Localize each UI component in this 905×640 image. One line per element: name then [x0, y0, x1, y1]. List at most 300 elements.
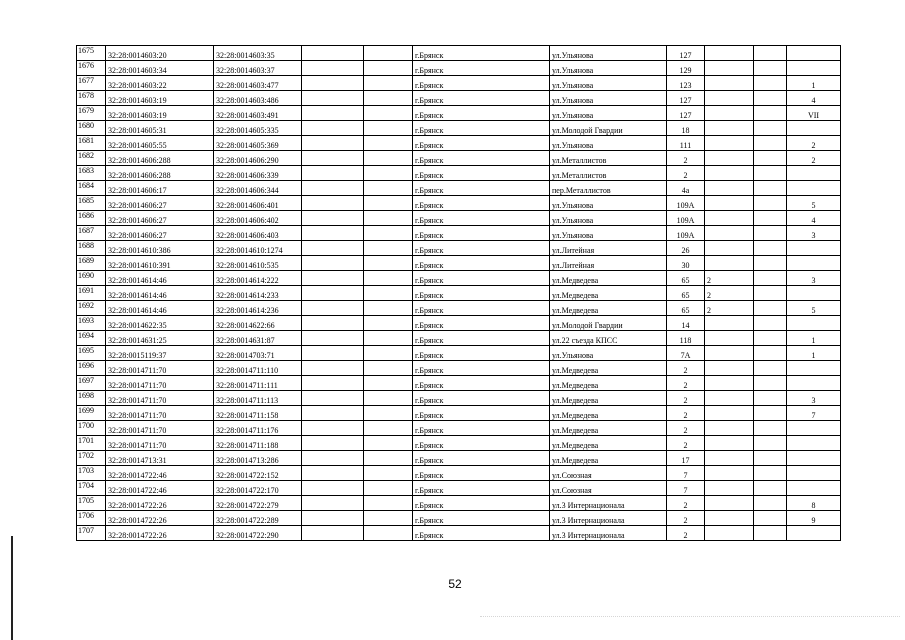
- house-cell: 18: [667, 121, 705, 136]
- street-cell: ул.Ульянова: [550, 91, 667, 106]
- row-number: 1684: [77, 181, 106, 196]
- row-number: 1686: [77, 211, 106, 226]
- cadastral-number-parcel: 32:28:0014614:46: [106, 301, 214, 316]
- cadastral-number-parcel: 32:28:0014614:46: [106, 271, 214, 286]
- building-cell: [705, 406, 754, 421]
- empty-cell: [364, 121, 413, 136]
- house-cell: 65: [667, 286, 705, 301]
- house-cell: 2: [667, 166, 705, 181]
- empty-cell: [364, 136, 413, 151]
- empty-cell: [302, 316, 364, 331]
- city-cell: г.Брянск: [413, 346, 550, 361]
- city-cell: г.Брянск: [413, 496, 550, 511]
- empty-cell: [364, 331, 413, 346]
- cadastral-number-parcel: 32:28:0014603:34: [106, 61, 214, 76]
- cadastral-number-parcel: 32:28:0014722:26: [106, 496, 214, 511]
- cadastral-number-parcel: 32:28:0014622:35: [106, 316, 214, 331]
- empty-cell: [364, 376, 413, 391]
- cadastral-number-object: 32:28:0014606:290: [214, 151, 302, 166]
- cadastral-number-parcel: 32:28:0014606:27: [106, 211, 214, 226]
- empty-cell: [754, 151, 787, 166]
- cadastral-number-object: 32:28:0014614:222: [214, 271, 302, 286]
- table-row: [77, 286, 841, 301]
- row-number: 1688: [77, 241, 106, 256]
- house-cell: 2: [667, 361, 705, 376]
- row-number: 1703: [77, 466, 106, 481]
- empty-cell: [302, 301, 364, 316]
- table-row: [77, 151, 841, 166]
- city-cell: г.Брянск: [413, 256, 550, 271]
- empty-cell: [754, 301, 787, 316]
- cadastral-number-object: 32:28:0014722:290: [214, 526, 302, 541]
- apartment-cell: [787, 181, 841, 196]
- table-row: [77, 331, 841, 346]
- empty-cell: [364, 526, 413, 541]
- city-cell: г.Брянск: [413, 511, 550, 526]
- building-cell: [705, 76, 754, 91]
- street-cell: ул.3 Интернационала: [550, 496, 667, 511]
- city-cell: г.Брянск: [413, 406, 550, 421]
- row-number: 1695: [77, 346, 106, 361]
- building-cell: [705, 481, 754, 496]
- row-number: 1681: [77, 136, 106, 151]
- table-row: [77, 76, 841, 91]
- empty-cell: [302, 241, 364, 256]
- table-row: [77, 391, 841, 406]
- city-cell: г.Брянск: [413, 106, 550, 121]
- apartment-cell: [787, 451, 841, 466]
- scan-edge-mark: [11, 536, 13, 640]
- row-number: 1692: [77, 301, 106, 316]
- empty-cell: [364, 286, 413, 301]
- cadastral-number-parcel: 32:28:0014606:27: [106, 196, 214, 211]
- cadastral-number-object: 32:28:0014711:188: [214, 436, 302, 451]
- apartment-cell: [787, 361, 841, 376]
- apartment-cell: [787, 316, 841, 331]
- empty-cell: [302, 361, 364, 376]
- building-cell: [705, 166, 754, 181]
- cadastral-number-object: 32:28:0014603:486: [214, 91, 302, 106]
- row-number: 1683: [77, 166, 106, 181]
- cadastral-number-parcel: 32:28:0014603:22: [106, 76, 214, 91]
- street-cell: ул.Ульянова: [550, 211, 667, 226]
- empty-cell: [364, 106, 413, 121]
- empty-cell: [364, 256, 413, 271]
- empty-cell: [364, 406, 413, 421]
- scan-noise: [480, 606, 900, 617]
- apartment-cell: 2: [787, 151, 841, 166]
- empty-cell: [754, 106, 787, 121]
- house-cell: 65: [667, 271, 705, 286]
- empty-cell: [754, 316, 787, 331]
- house-cell: 2: [667, 406, 705, 421]
- registry-table-body: [77, 46, 841, 541]
- empty-cell: [754, 211, 787, 226]
- apartment-cell: [787, 166, 841, 181]
- table-row: [77, 166, 841, 181]
- empty-cell: [302, 466, 364, 481]
- empty-cell: [364, 361, 413, 376]
- cadastral-number-object: 32:28:0014622:66: [214, 316, 302, 331]
- empty-cell: [364, 166, 413, 181]
- empty-cell: [754, 226, 787, 241]
- apartment-cell: [787, 256, 841, 271]
- house-cell: 109А: [667, 226, 705, 241]
- street-cell: ул.Ульянова: [550, 106, 667, 121]
- city-cell: г.Брянск: [413, 181, 550, 196]
- empty-cell: [364, 271, 413, 286]
- house-cell: 127: [667, 91, 705, 106]
- house-cell: 65: [667, 301, 705, 316]
- row-number: 1689: [77, 256, 106, 271]
- table-row: [77, 211, 841, 226]
- street-cell: ул.Литейная: [550, 241, 667, 256]
- building-cell: [705, 346, 754, 361]
- table-row: [77, 241, 841, 256]
- empty-cell: [302, 526, 364, 541]
- street-cell: ул.Ульянова: [550, 196, 667, 211]
- empty-cell: [302, 61, 364, 76]
- empty-cell: [754, 436, 787, 451]
- apartment-cell: 8: [787, 496, 841, 511]
- row-number: 1690: [77, 271, 106, 286]
- table-row: [77, 121, 841, 136]
- building-cell: [705, 106, 754, 121]
- empty-cell: [754, 466, 787, 481]
- row-number: 1706: [77, 511, 106, 526]
- house-cell: 109А: [667, 196, 705, 211]
- cadastral-number-parcel: 32:28:0014711:70: [106, 406, 214, 421]
- empty-cell: [754, 91, 787, 106]
- house-cell: 26: [667, 241, 705, 256]
- empty-cell: [754, 331, 787, 346]
- empty-cell: [302, 181, 364, 196]
- table-row: [77, 181, 841, 196]
- building-cell: [705, 136, 754, 151]
- empty-cell: [754, 46, 787, 61]
- city-cell: г.Брянск: [413, 241, 550, 256]
- cadastral-number-parcel: 32:28:0014711:70: [106, 421, 214, 436]
- building-cell: [705, 361, 754, 376]
- apartment-cell: [787, 421, 841, 436]
- apartment-cell: 3: [787, 391, 841, 406]
- row-number: 1675: [77, 46, 106, 61]
- street-cell: ул.Медведева: [550, 286, 667, 301]
- row-number: 1698: [77, 391, 106, 406]
- cadastral-number-parcel: 32:28:0014603:19: [106, 106, 214, 121]
- empty-cell: [754, 421, 787, 436]
- cadastral-number-object: 32:28:0014610:535: [214, 256, 302, 271]
- apartment-cell: 5: [787, 196, 841, 211]
- empty-cell: [302, 496, 364, 511]
- house-cell: 129: [667, 61, 705, 76]
- empty-cell: [754, 496, 787, 511]
- house-cell: 2: [667, 421, 705, 436]
- building-cell: [705, 376, 754, 391]
- row-number: 1693: [77, 316, 106, 331]
- apartment-cell: 3: [787, 226, 841, 241]
- empty-cell: [754, 286, 787, 301]
- building-cell: 2: [705, 271, 754, 286]
- empty-cell: [754, 76, 787, 91]
- apartment-cell: [787, 241, 841, 256]
- building-cell: [705, 181, 754, 196]
- city-cell: г.Брянск: [413, 211, 550, 226]
- cadastral-number-object: 32:28:0014606:403: [214, 226, 302, 241]
- apartment-cell: [787, 46, 841, 61]
- house-cell: 14: [667, 316, 705, 331]
- city-cell: г.Брянск: [413, 331, 550, 346]
- house-cell: 4а: [667, 181, 705, 196]
- empty-cell: [364, 211, 413, 226]
- row-number: 1699: [77, 406, 106, 421]
- building-cell: [705, 121, 754, 136]
- empty-cell: [364, 466, 413, 481]
- row-number: 1705: [77, 496, 106, 511]
- cadastral-number-object: 32:28:0014722:152: [214, 466, 302, 481]
- apartment-cell: [787, 466, 841, 481]
- empty-cell: [754, 256, 787, 271]
- building-cell: [705, 421, 754, 436]
- cadastral-number-parcel: 32:28:0014722:46: [106, 481, 214, 496]
- street-cell: ул.Медведева: [550, 421, 667, 436]
- cadastral-number-parcel: 32:28:0014711:70: [106, 376, 214, 391]
- house-cell: 127: [667, 106, 705, 121]
- house-cell: 30: [667, 256, 705, 271]
- empty-cell: [364, 496, 413, 511]
- cadastral-number-object: 32:28:0014603:477: [214, 76, 302, 91]
- empty-cell: [754, 346, 787, 361]
- cadastral-number-object: 32:28:0014703:71: [214, 346, 302, 361]
- empty-cell: [754, 376, 787, 391]
- empty-cell: [754, 166, 787, 181]
- table-row: [77, 481, 841, 496]
- apartment-cell: [787, 121, 841, 136]
- empty-cell: [364, 181, 413, 196]
- empty-cell: [754, 511, 787, 526]
- empty-cell: [302, 226, 364, 241]
- cadastral-number-parcel: 32:28:0014713:31: [106, 451, 214, 466]
- city-cell: г.Брянск: [413, 526, 550, 541]
- cadastral-number-object: 32:28:0014722:170: [214, 481, 302, 496]
- table-row: [77, 436, 841, 451]
- city-cell: г.Брянск: [413, 391, 550, 406]
- row-number: 1682: [77, 151, 106, 166]
- street-cell: ул.Ульянова: [550, 46, 667, 61]
- apartment-cell: 1: [787, 331, 841, 346]
- table-row: [77, 136, 841, 151]
- street-cell: ул.Металлистов: [550, 151, 667, 166]
- cadastral-number-object: 32:28:0014606:344: [214, 181, 302, 196]
- street-cell: ул.22 съезда КПСС: [550, 331, 667, 346]
- apartment-cell: 4: [787, 91, 841, 106]
- cadastral-number-object: 32:28:0014606:402: [214, 211, 302, 226]
- house-cell: 127: [667, 46, 705, 61]
- table-row: [77, 301, 841, 316]
- street-cell: пер.Металлистов: [550, 181, 667, 196]
- table-row: [77, 91, 841, 106]
- cadastral-number-parcel: 32:28:0014606:288: [106, 151, 214, 166]
- house-cell: 2: [667, 526, 705, 541]
- empty-cell: [364, 451, 413, 466]
- house-cell: 17: [667, 451, 705, 466]
- empty-cell: [754, 196, 787, 211]
- row-number: 1691: [77, 286, 106, 301]
- cadastral-number-object: 32:28:0014631:87: [214, 331, 302, 346]
- building-cell: [705, 496, 754, 511]
- city-cell: г.Брянск: [413, 76, 550, 91]
- cadastral-number-parcel: 32:28:0014631:25: [106, 331, 214, 346]
- row-number: 1678: [77, 91, 106, 106]
- cadastral-number-parcel: 32:28:0014711:70: [106, 361, 214, 376]
- house-cell: 2: [667, 511, 705, 526]
- house-cell: 7: [667, 481, 705, 496]
- street-cell: ул.Металлистов: [550, 166, 667, 181]
- building-cell: [705, 511, 754, 526]
- city-cell: г.Брянск: [413, 136, 550, 151]
- building-cell: 2: [705, 286, 754, 301]
- house-cell: 123: [667, 76, 705, 91]
- table-row: [77, 271, 841, 286]
- city-cell: г.Брянск: [413, 121, 550, 136]
- apartment-cell: [787, 286, 841, 301]
- cadastral-number-parcel: 32:28:0014605:55: [106, 136, 214, 151]
- building-cell: [705, 226, 754, 241]
- house-cell: 2: [667, 376, 705, 391]
- empty-cell: [302, 436, 364, 451]
- empty-cell: [302, 211, 364, 226]
- empty-cell: [302, 286, 364, 301]
- building-cell: 2: [705, 301, 754, 316]
- empty-cell: [302, 376, 364, 391]
- empty-cell: [364, 436, 413, 451]
- city-cell: г.Брянск: [413, 226, 550, 241]
- building-cell: [705, 46, 754, 61]
- empty-cell: [302, 406, 364, 421]
- building-cell: [705, 526, 754, 541]
- house-cell: 111: [667, 136, 705, 151]
- apartment-cell: 9: [787, 511, 841, 526]
- empty-cell: [302, 136, 364, 151]
- apartment-cell: 7: [787, 406, 841, 421]
- cadastral-number-parcel: 32:28:0014603:19: [106, 91, 214, 106]
- empty-cell: [364, 316, 413, 331]
- cadastral-number-object: 32:28:0014713:286: [214, 451, 302, 466]
- house-cell: 109А: [667, 211, 705, 226]
- table-row: [77, 421, 841, 436]
- row-number: 1687: [77, 226, 106, 241]
- cadastral-number-object: 32:28:0014606:401: [214, 196, 302, 211]
- apartment-cell: 4: [787, 211, 841, 226]
- cadastral-number-parcel: 32:28:0014722:26: [106, 511, 214, 526]
- street-cell: ул.Медведева: [550, 436, 667, 451]
- empty-cell: [364, 481, 413, 496]
- table-row: [77, 406, 841, 421]
- cadastral-number-parcel: 32:28:0014711:70: [106, 436, 214, 451]
- empty-cell: [302, 91, 364, 106]
- empty-cell: [754, 241, 787, 256]
- street-cell: ул.Медведева: [550, 271, 667, 286]
- street-cell: ул.Союзная: [550, 481, 667, 496]
- city-cell: г.Брянск: [413, 46, 550, 61]
- cadastral-number-object: 32:28:0014603:37: [214, 61, 302, 76]
- street-cell: ул.Медведева: [550, 301, 667, 316]
- city-cell: г.Брянск: [413, 151, 550, 166]
- cadastral-number-parcel: 32:28:0015119:37: [106, 346, 214, 361]
- street-cell: ул.3 Интернационала: [550, 511, 667, 526]
- house-cell: 2: [667, 436, 705, 451]
- page-number: 52: [448, 577, 462, 591]
- city-cell: г.Брянск: [413, 316, 550, 331]
- table-row: [77, 466, 841, 481]
- house-cell: 2: [667, 496, 705, 511]
- cadastral-number-parcel: 32:28:0014722:46: [106, 466, 214, 481]
- cadastral-number-parcel: 32:28:0014722:26: [106, 526, 214, 541]
- city-cell: г.Брянск: [413, 91, 550, 106]
- house-cell: 118: [667, 331, 705, 346]
- building-cell: [705, 196, 754, 211]
- cadastral-number-object: 32:28:0014711:158: [214, 406, 302, 421]
- empty-cell: [754, 406, 787, 421]
- empty-cell: [754, 526, 787, 541]
- empty-cell: [302, 121, 364, 136]
- empty-cell: [364, 511, 413, 526]
- cadastral-number-parcel: 32:28:0014606:27: [106, 226, 214, 241]
- cadastral-number-object: 32:28:0014603:491: [214, 106, 302, 121]
- empty-cell: [302, 166, 364, 181]
- empty-cell: [302, 451, 364, 466]
- building-cell: [705, 91, 754, 106]
- building-cell: [705, 151, 754, 166]
- table-row: [77, 46, 841, 61]
- apartment-cell: [787, 376, 841, 391]
- street-cell: ул.Молодой Гвардии: [550, 121, 667, 136]
- empty-cell: [302, 46, 364, 61]
- empty-cell: [754, 181, 787, 196]
- street-cell: ул.3 Интернационала: [550, 526, 667, 541]
- table-row: [77, 256, 841, 271]
- empty-cell: [364, 391, 413, 406]
- cadastral-number-parcel: 32:28:0014605:31: [106, 121, 214, 136]
- city-cell: г.Брянск: [413, 61, 550, 76]
- cadastral-number-object: 32:28:0014711:111: [214, 376, 302, 391]
- building-cell: [705, 451, 754, 466]
- row-number: 1694: [77, 331, 106, 346]
- table-row: [77, 451, 841, 466]
- row-number: 1702: [77, 451, 106, 466]
- empty-cell: [754, 121, 787, 136]
- apartment-cell: [787, 481, 841, 496]
- apartment-cell: 1: [787, 346, 841, 361]
- cadastral-number-object: 32:28:0014711:113: [214, 391, 302, 406]
- empty-cell: [754, 271, 787, 286]
- empty-cell: [754, 136, 787, 151]
- street-cell: ул.Молодой Гвардии: [550, 316, 667, 331]
- apartment-cell: [787, 436, 841, 451]
- table-row: [77, 226, 841, 241]
- table-row: [77, 196, 841, 211]
- house-cell: 7: [667, 466, 705, 481]
- cadastral-number-object: 32:28:0014610:1274: [214, 241, 302, 256]
- table-row: [77, 496, 841, 511]
- city-cell: г.Брянск: [413, 361, 550, 376]
- empty-cell: [364, 196, 413, 211]
- table-row: [77, 376, 841, 391]
- empty-cell: [302, 391, 364, 406]
- apartment-cell: 2: [787, 136, 841, 151]
- empty-cell: [302, 76, 364, 91]
- empty-cell: [302, 331, 364, 346]
